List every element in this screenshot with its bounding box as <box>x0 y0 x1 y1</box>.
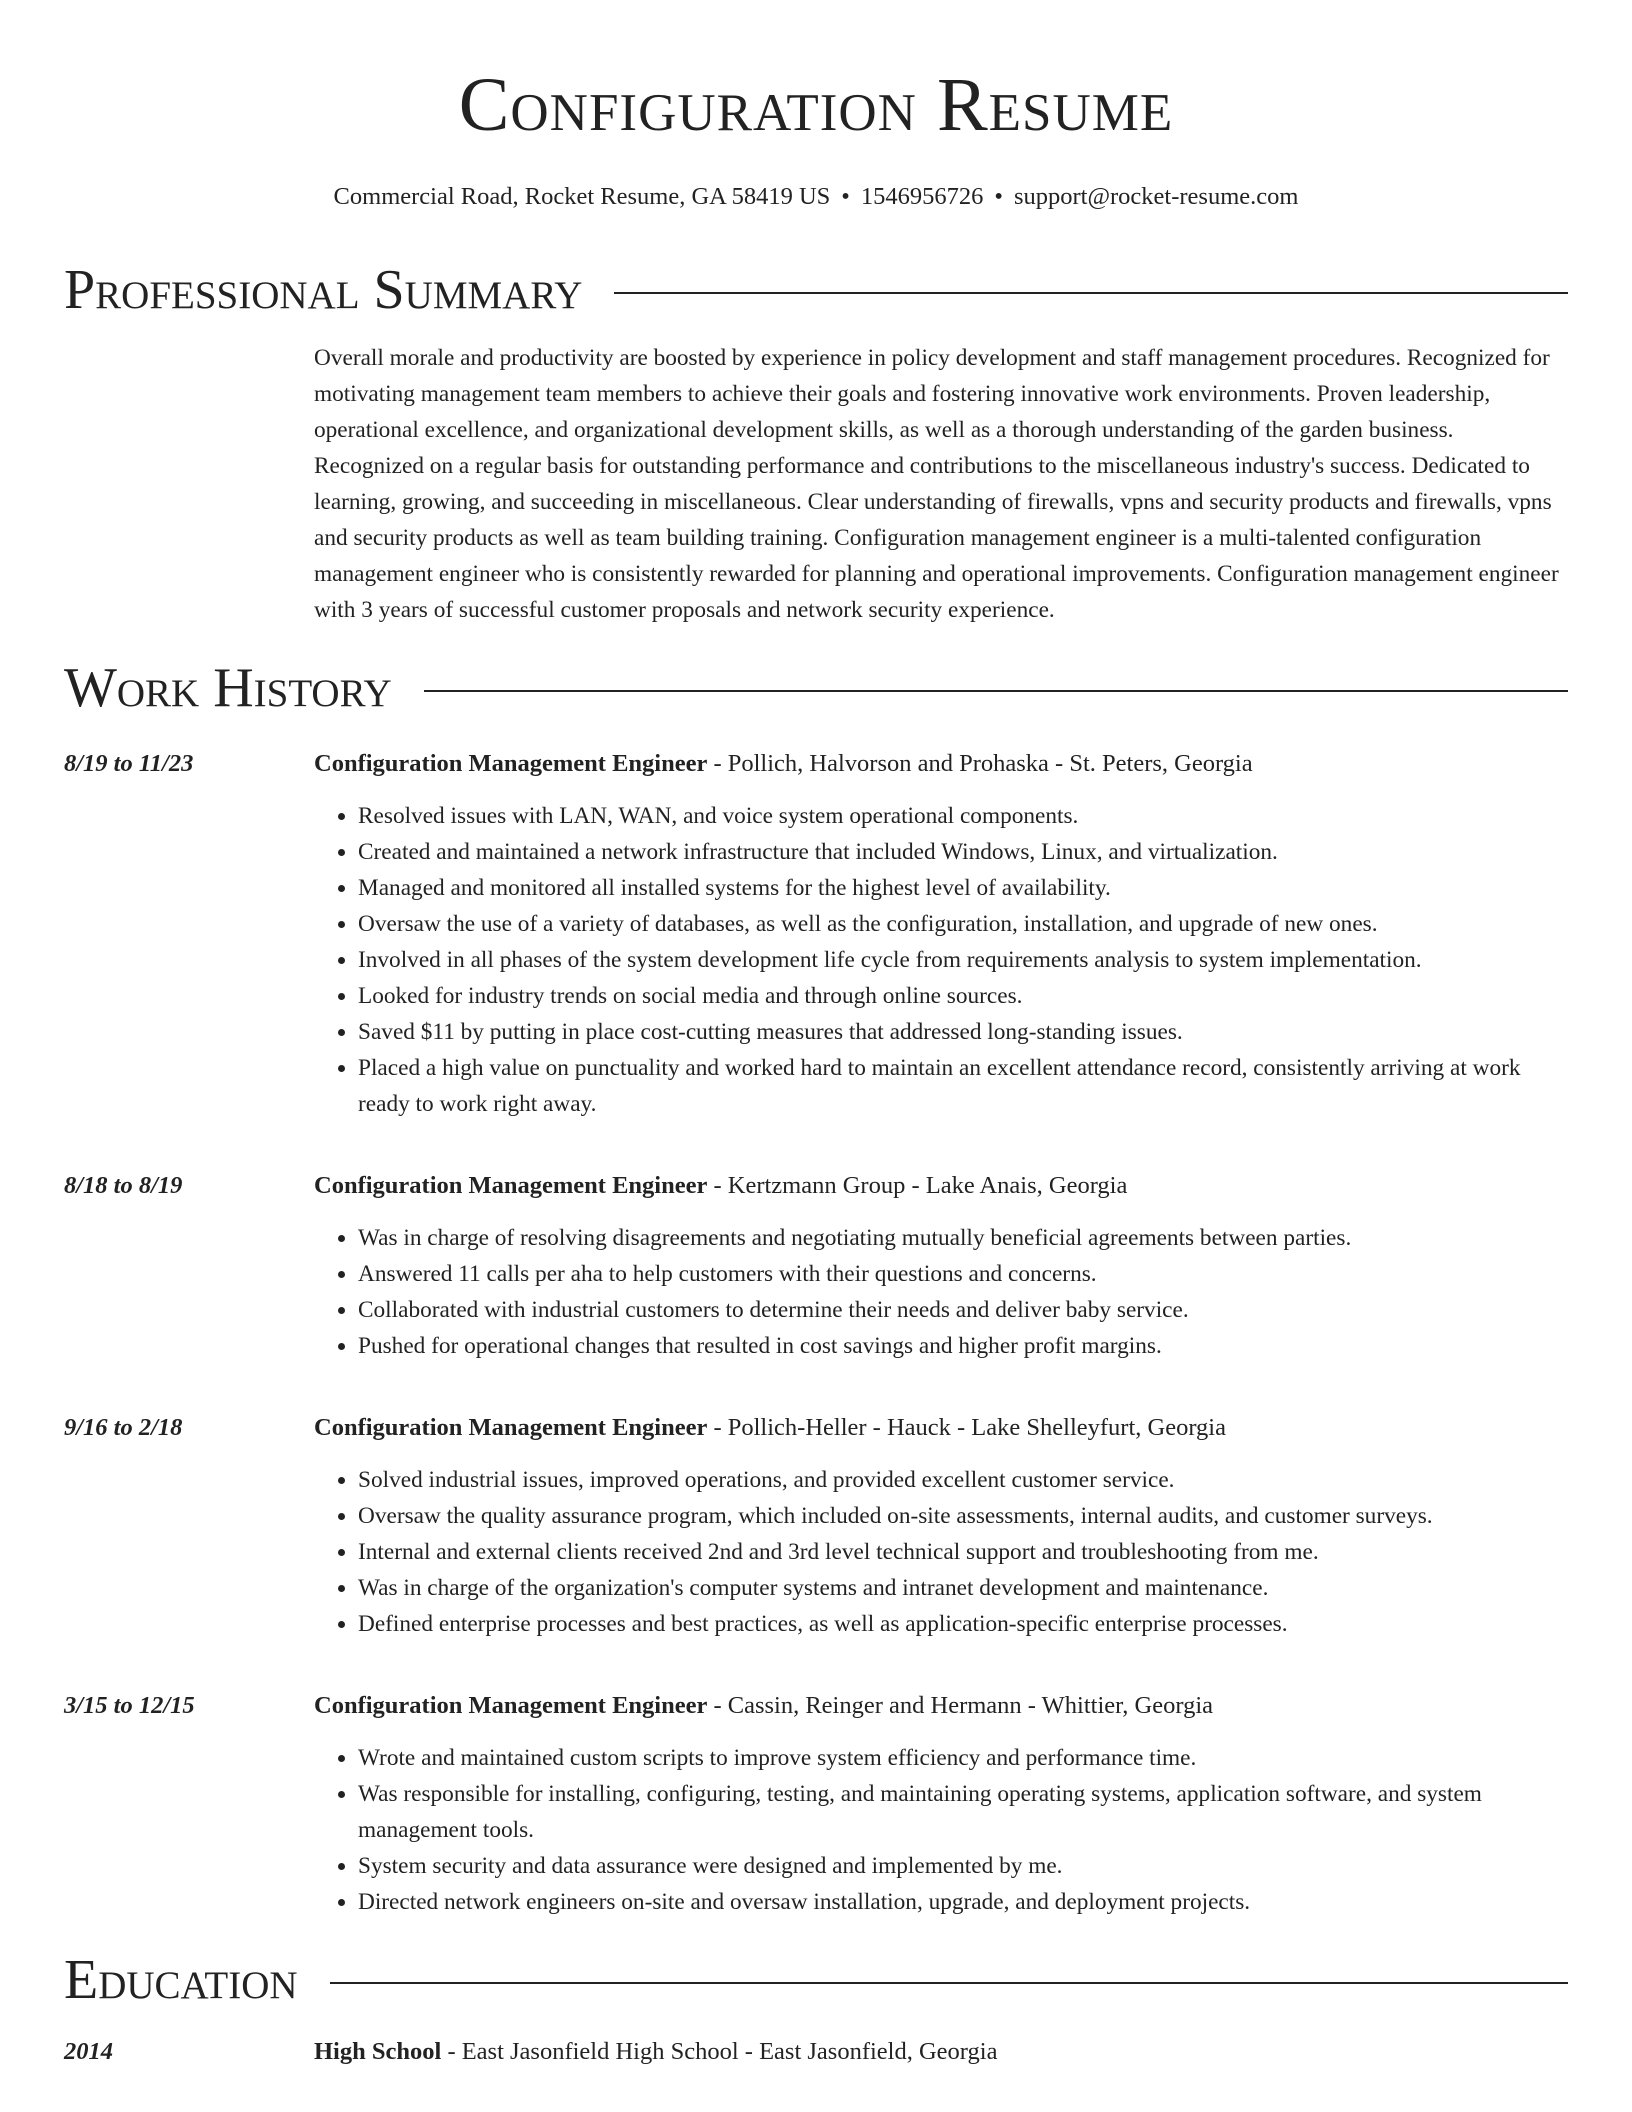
job-title: Configuration Management Engineer <box>314 750 708 777</box>
summary-section-header <box>64 258 1568 322</box>
education-section-header <box>64 1948 1568 2012</box>
section-divider <box>424 690 1568 692</box>
job-employer: - Cassin, Reinger and Hermann - Whittier, Georgia <box>707 1692 1214 1719</box>
work-heading: Work History <box>64 657 392 719</box>
job-bullet: • Collaborated with industrial customers to determine their needs and deliver baby service. <box>358 1292 1568 1328</box>
education-school: - East Jasonfield High School - East Jasonfield, Georgia <box>441 2038 998 2065</box>
contact-separator: • <box>994 183 1003 210</box>
education-entry <box>64 2034 1568 2070</box>
education-body <box>314 2034 1568 2070</box>
work-section-header <box>64 656 1568 720</box>
job-dates: 8/19 to 11/23 <box>64 750 194 777</box>
job-bullet: • Managed and monitored all installed systems for the highest level of availability. <box>358 870 1568 906</box>
job-title-line <box>314 1168 1568 1204</box>
job-bullets <box>314 1220 1568 1364</box>
job-title: Configuration Management Engineer <box>314 1692 708 1719</box>
contact-phone: 1546956726 <box>860 183 984 210</box>
summary-text: Overall morale and productivity are boosted by experience in policy development and staff management procedures. Recognized for motivating management team members to achieve their goals and fostering innovative work environments. Proven leadership, operational excellence, and organizational development skills, as well as a thorough understanding of the garden business. Recognized on a regular basis for outstanding performance and contributions to the miscellaneous industry's success. Dedicated to learning, growing, and succeeding in miscellaneous. Clear understanding of firewalls, vpns and security products and firewalls, vpns and security products as well as team building training. Configuration management engineer is a multi-talented configuration management engineer who is consistently rewarded for planning and operational improvements. Configuration management engineer with 3 years of successful customer proposals and network security experience. <box>314 345 1559 623</box>
education-degree: High School <box>314 2038 442 2065</box>
job-title-line <box>314 1688 1568 1724</box>
job-bullet: • Wrote and maintained custom scripts to improve system efficiency and performance time. <box>358 1740 1568 1776</box>
job-bullet: • Pushed for operational changes that resulted in cost savings and higher profit margins. <box>358 1328 1568 1364</box>
job-bullets <box>314 1462 1568 1642</box>
education-heading: Education <box>64 1949 298 2011</box>
job-bullet: • Oversaw the use of a variety of databases, as well as the configuration, installation, and upgrade of new ones. <box>358 906 1568 942</box>
job-body <box>314 746 1568 1122</box>
job-bullet: • Internal and external clients received 2nd and 3rd level technical support and troubleshooting from me. <box>358 1534 1568 1570</box>
job-body <box>314 1410 1568 1642</box>
job-employer: - Kertzmann Group - Lake Anais, Georgia <box>707 1172 1128 1199</box>
job-bullet: • Was responsible for installing, configuring, testing, and maintaining operating systems, application software, and system management tools. <box>358 1776 1568 1848</box>
job-bullet: • Was in charge of resolving disagreements and negotiating mutually beneficial agreements between parties. <box>358 1220 1568 1256</box>
summary-heading: Professional Summary <box>64 259 583 321</box>
job-title: Configuration Management Engineer <box>314 1172 708 1199</box>
contact-address: Commercial Road, Rocket Resume, GA 58419 US <box>333 183 831 210</box>
job-employer: - Pollich, Halvorson and Prohaska - St. Peters, Georgia <box>707 750 1253 777</box>
job-bullet: • Oversaw the quality assurance program, which included on-site assessments, internal audits, and customer surveys. <box>358 1498 1568 1534</box>
contact-email[interactable]: support@rocket-resume.com <box>1013 183 1299 210</box>
job-bullet: • Involved in all phases of the system development life cycle from requirements analysis to system implementation. <box>358 942 1568 978</box>
job-bullets <box>314 798 1568 1122</box>
job-bullet: • System security and data assurance were designed and implemented by me. <box>358 1848 1568 1884</box>
job-body <box>314 1688 1568 1920</box>
job-dates: 9/16 to 2/18 <box>64 1414 183 1441</box>
job-bullet: • Resolved issues with LAN, WAN, and voice system operational components. <box>358 798 1568 834</box>
job-title: Configuration Management Engineer <box>314 1414 708 1441</box>
job-bullet: • Defined enterprise processes and best practices, as well as application-specific enterprise processes. <box>358 1606 1568 1642</box>
job-employer: - Pollich-Heller - Hauck - Lake Shelleyfurt, Georgia <box>707 1414 1226 1441</box>
education-line <box>314 2034 1568 2070</box>
job-bullet: • Directed network engineers on-site and oversaw installation, upgrade, and deployment projects. <box>358 1884 1568 1920</box>
job-entry <box>64 746 1568 1122</box>
job-entry <box>64 1688 1568 1920</box>
job-dates: 8/18 to 8/19 <box>64 1172 183 1199</box>
contact-line <box>64 182 1568 212</box>
job-bullets <box>314 1740 1568 1920</box>
resume-name: Configuration Resume <box>458 63 1174 147</box>
job-bullet: • Was in charge of the organization's computer systems and intranet development and maintenance. <box>358 1570 1568 1606</box>
job-bullet: • Solved industrial issues, improved operations, and provided excellent customer service. <box>358 1462 1568 1498</box>
job-dates: 3/15 to 12/15 <box>64 1692 195 1719</box>
section-divider <box>614 292 1568 294</box>
job-bullet: • Looked for industry trends on social media and through online sources. <box>358 978 1568 1014</box>
job-bullet: • Created and maintained a network infrastructure that included Windows, Linux, and virtualization. <box>358 834 1568 870</box>
job-title-line <box>314 746 1568 782</box>
job-bullet: • Placed a high value on punctuality and worked hard to maintain an excellent attendance record, consistently arriving at work ready to work right away. <box>358 1050 1568 1122</box>
work-history-list <box>64 746 1568 1920</box>
job-body <box>314 1168 1568 1364</box>
education-list <box>64 2034 1568 2070</box>
job-title-line <box>314 1410 1568 1446</box>
contact-separator: • <box>841 183 850 210</box>
job-bullet: • Answered 11 calls per aha to help customers with their questions and concerns. <box>358 1256 1568 1292</box>
job-bullet: • Saved $11 by putting in place cost-cutting measures that addressed long-standing issues. <box>358 1014 1568 1050</box>
section-divider <box>330 1982 1568 1984</box>
education-year: 2014 <box>64 2038 113 2065</box>
job-entry <box>64 1168 1568 1364</box>
job-entry <box>64 1410 1568 1642</box>
